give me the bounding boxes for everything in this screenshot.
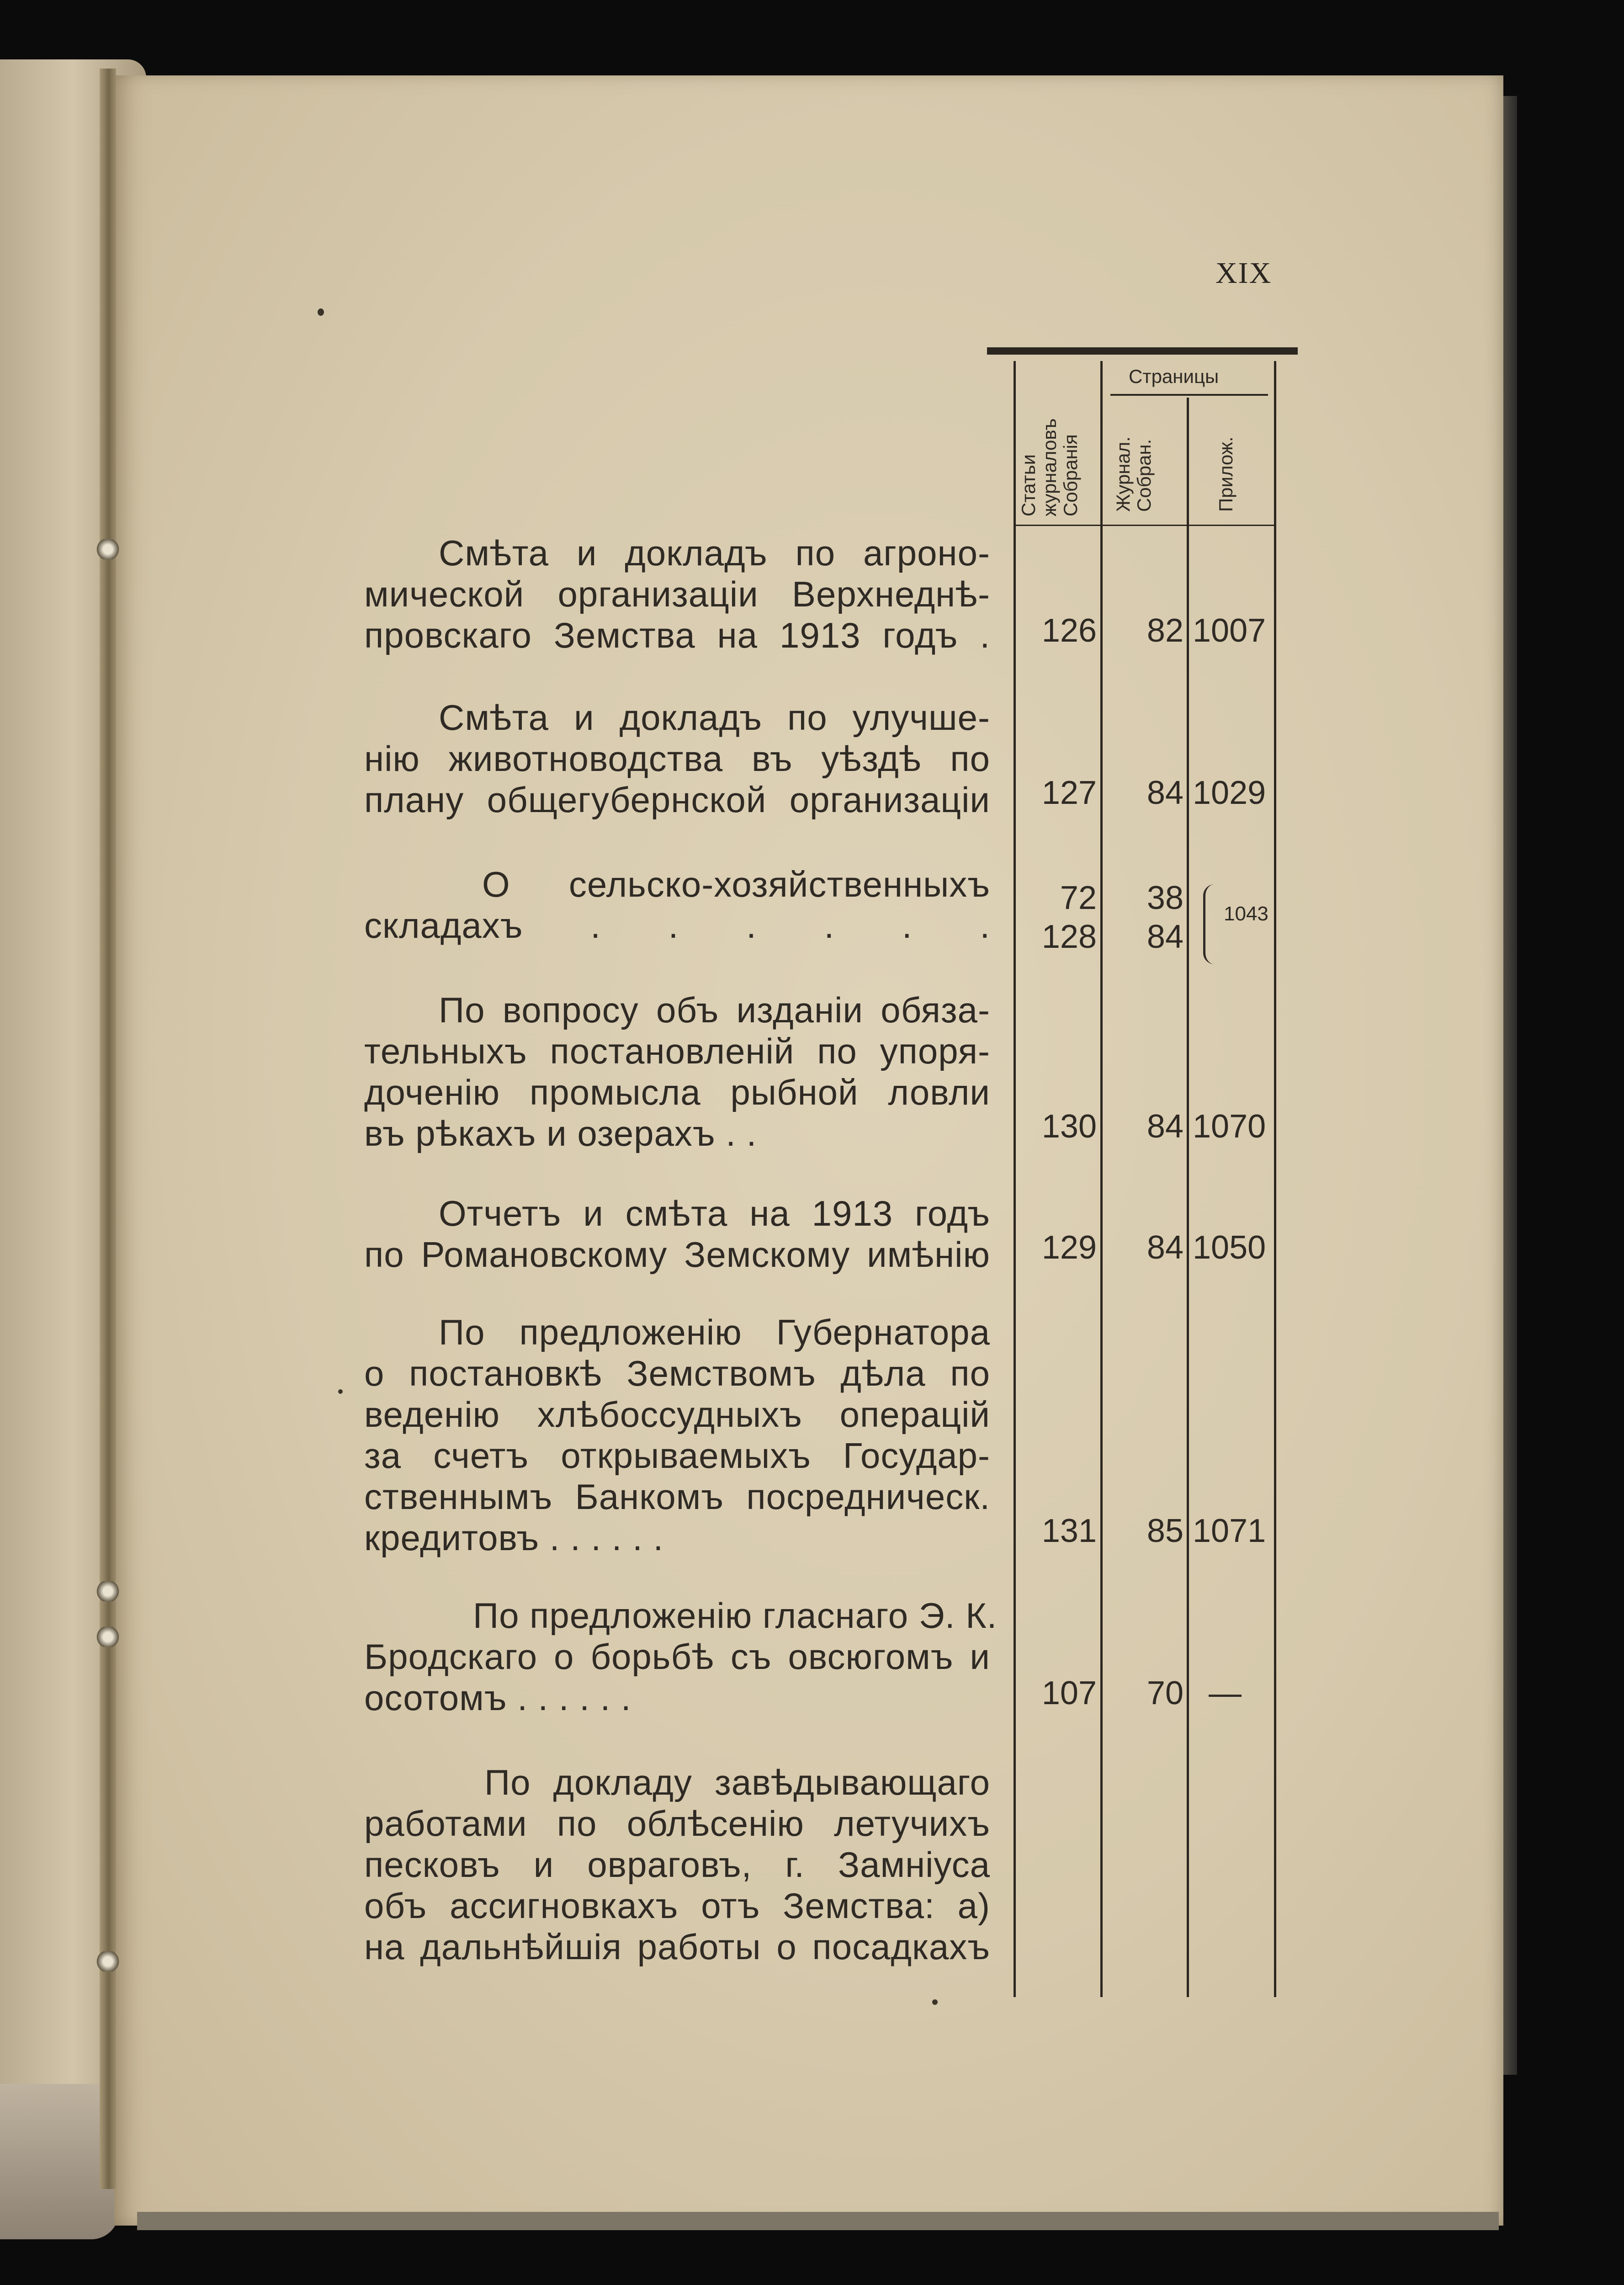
entry-2-line-1: Смѣта и докладъ по улучше- <box>439 697 990 738</box>
entry-4-article: 130 <box>1041 1108 1097 1145</box>
entry-1-line-1: Смѣта и докладъ по агроно- <box>439 533 990 573</box>
entry-4-line-4: въ рѣкахъ и озерахъ . . <box>364 1113 757 1153</box>
entry-2-line-3: плану общегубернской организаціи <box>364 780 990 820</box>
entry-3-journal-page-b: 84 <box>1146 919 1184 955</box>
entry-2-line-2: нію животноводства въ уѣздѣ по <box>364 739 990 779</box>
entry-7-article: 107 <box>1041 1675 1097 1711</box>
entry-3-appendix-page: 1043 <box>1224 903 1268 925</box>
entry-4-line-3: доченію промысла рыбной ловли <box>364 1072 990 1112</box>
entry-8-line-4: объ ассигновкахъ отъ Земства: а) <box>364 1886 990 1926</box>
entry-8-line-1: По докладу завѣдывающаго <box>484 1762 990 1802</box>
page-number: XIX <box>1215 256 1272 290</box>
entry-1-article: 126 <box>1041 612 1097 649</box>
column-rule-4 <box>1274 361 1276 1997</box>
entry-4-journal-page: 84 <box>1146 1108 1184 1145</box>
entry-7-line-3: осотомъ . . . . . . <box>364 1678 632 1718</box>
binding-stitch <box>96 1581 120 1601</box>
entry-4-line-1: По вопросу объ изданіи обяза- <box>439 990 990 1030</box>
entry-5-appendix-page: 1050 <box>1193 1229 1266 1266</box>
entry-3-article-b: 128 <box>1041 919 1097 955</box>
entry-1-line-2: мической организаціи Верхнеднѣ- <box>364 574 990 614</box>
entry-1-appendix-page: 1007 <box>1193 612 1266 649</box>
entry-1-journal-page: 82 <box>1146 612 1184 649</box>
entry-4-appendix-page: 1070 <box>1193 1108 1266 1145</box>
entry-6-line-6: кредитовъ . . . . . . <box>364 1518 664 1558</box>
book-binding <box>100 69 116 2189</box>
paper-speck <box>338 1389 343 1394</box>
entry-6-line-2: о постановкѣ Земствомъ дѣла по <box>364 1353 990 1393</box>
entry-2-article: 127 <box>1041 775 1097 811</box>
entry-7-appendix-page: — <box>1209 1675 1242 1711</box>
binding-stitch <box>96 1951 120 1971</box>
entry-5-journal-page: 84 <box>1146 1229 1184 1266</box>
entry-7-line-2: Бродскаго о борьбѣ съ овсюгомъ и <box>364 1637 990 1677</box>
entry-5-line-1: Отчетъ и смѣта на 1913 годъ <box>439 1193 990 1233</box>
column-rule-2 <box>1100 361 1103 1997</box>
header-appendix-pages: Прилож. <box>1215 436 1237 512</box>
entry-2-journal-page: 84 <box>1146 775 1184 811</box>
paper-speck <box>318 308 324 316</box>
column-rule-3 <box>1187 398 1189 1997</box>
entry-6-line-4: за счетъ открываемыхъ Государ- <box>364 1435 990 1476</box>
entry-2-appendix-page: 1029 <box>1193 775 1266 811</box>
binding-stitch <box>96 539 120 559</box>
entry-3-journal-page-a: 38 <box>1146 880 1184 916</box>
entry-3-article-a: 72 <box>1060 880 1097 916</box>
entry-6-line-1: По предложенію Губернатора <box>439 1312 990 1352</box>
table-top-rule <box>987 347 1298 355</box>
entry-6-article: 131 <box>1041 1513 1097 1549</box>
group-header-rule <box>1110 394 1268 396</box>
entry-3-brace <box>1203 884 1215 964</box>
header-articles: Статьи журналовъ Собранія <box>1018 418 1081 516</box>
entry-6-line-3: веденію хлѣбоссудныхъ операцій <box>364 1394 990 1435</box>
entry-3-line-2: складахъ . . . . . . <box>364 905 990 946</box>
paper-speck <box>932 1999 938 2005</box>
entry-6-journal-page: 85 <box>1146 1513 1184 1549</box>
entry-4-line-2: тельныхъ постановленій по упоря- <box>364 1031 990 1071</box>
entry-3-line-1: О сельско-хозяйственныхъ <box>482 864 990 904</box>
entry-8-line-5: на дальнѣйшія работы о посадкахъ <box>364 1927 990 1967</box>
entry-5-article: 129 <box>1041 1229 1097 1266</box>
entry-6-line-5: ственнымъ Банкомъ посредническ. <box>364 1477 990 1517</box>
binding-stitch <box>96 1627 120 1647</box>
header-journal-pages: Журнал. Собран. <box>1112 436 1155 512</box>
page-bottom-edge <box>137 2212 1499 2230</box>
header-pages-group: Страницы <box>1129 366 1219 387</box>
entry-6-appendix-page: 1071 <box>1193 1513 1266 1549</box>
entry-7-line-1: По предложенію гласнаго Э. К. <box>473 1595 998 1636</box>
column-rule-1 <box>1014 361 1016 1997</box>
entry-7-journal-page: 70 <box>1146 1675 1184 1711</box>
entry-8-line-3: песковъ и овраговъ, г. Замніуса <box>364 1844 990 1885</box>
header-bottom-rule <box>1014 525 1276 526</box>
entry-1-line-3: провскаго Земства на 1913 годъ . <box>364 615 990 655</box>
entry-5-line-2: по Романовскому Земскому имѣнію <box>364 1234 990 1275</box>
entry-8-line-2: работами по облѣсенію летучихъ <box>364 1803 990 1844</box>
